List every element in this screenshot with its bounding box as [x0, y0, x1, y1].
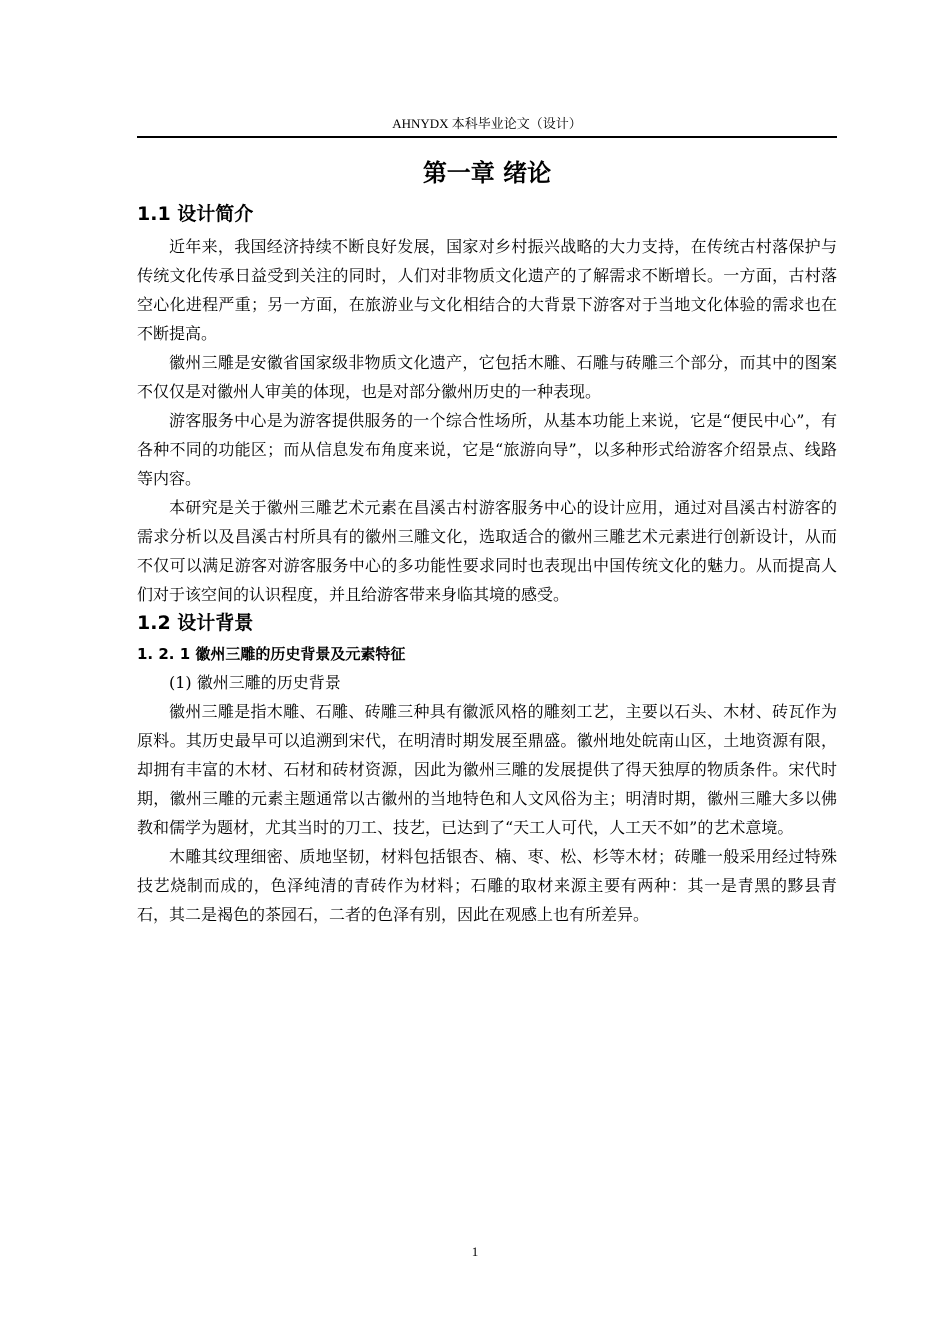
paragraph: 近年来，我国经济持续不断良好发展，国家对乡村振兴战略的大力支持，在传统古村落保护与传统文化传承日益受到关注的同时，人们对非物质文化遗产的了解需求不断增长。一方面，古村落空心化进程严重；另一方面，在旅游业与文化相结合的大背景下游客对于当地文化体验的需求也在不断提高。: [137, 237, 837, 343]
paragraph: 本研究是关于徽州三雕艺术元素在昌溪古村游客服务中心的设计应用，通过对昌溪古村游客的需求分析以及昌溪古村所具有的徽州三雕文化，选取适合的徽州三雕艺术元素进行创新设计，从而不仅可以满足游客对游客服务中心的多功能性要求同时也表现出中国传统文化的魅力。从而提高人们对于该空间的认识程度，并且给游客带来身临其境的感受。: [137, 498, 837, 604]
chapter-title: 第一章 绪论: [422, 159, 552, 187]
paragraph: 徽州三雕是指木雕、石雕、砖雕三种具有徽派风格的雕刻工艺，主要以石头、木材、砖瓦作为原料。其历史最早可以追溯到宋代，在明清时期发展至鼎盛。徽州地处皖南山区，土地资源有限，却拥有丰富的木材、石材和砖材资源，因此为徽州三雕的发展提供了得天独厚的物质条件。宋代时期，徽州三雕的元素主题通常以古徽州的当地特色和人文风俗为主；明清时期，徽州三雕大多以佛教和儒学为题材，尤其当时的刀工、技艺，已达到了“天工人可代，人工天不如”的艺术意境。: [137, 702, 837, 837]
running-header: AHNYDX 本科毕业论文（设计）: [392, 116, 582, 131]
section-heading-1-2: 1.2 设计背景: [137, 612, 254, 634]
page-content: [137, 146, 837, 929]
page-number: 1: [471, 1244, 479, 1259]
paragraph: 木雕其纹理细密、质地坚韧，材料包括银杏、楠、枣、松、杉等木材；砖雕一般采用经过特殊技艺烧制而成的，色泽纯清的青砖作为材料；石雕的取材来源主要有两种：其一是青黑的黟县青石，其二是褐色的茶园石，二者的色泽有别，因此在观感上也有所差异。: [137, 847, 837, 924]
header-rule: [137, 136, 837, 138]
paragraph: 游客服务中心是为游客提供服务的一个综合性场所，从基本功能上来说，它是“便民中心”，有各种不同的功能区；而从信息发布角度来说，它是“旅游向导”，以多种形式给游客介绍景点、线路等内容。: [137, 411, 837, 488]
list-item-label: (1) 徽州三雕的历史背景: [169, 673, 341, 692]
paragraph: 徽州三雕是安徽省国家级非物质文化遗产，它包括木雕、石雕与砖雕三个部分，而其中的图案不仅仅是对徽州人审美的体现，也是对部分徽州历史的一种表现。: [137, 353, 837, 401]
section-heading-1-1: 1.1 设计简介: [137, 203, 254, 225]
subsection-heading-1-2-1: 1. 2. 1 徽州三雕的历史背景及元素特征: [137, 645, 406, 663]
